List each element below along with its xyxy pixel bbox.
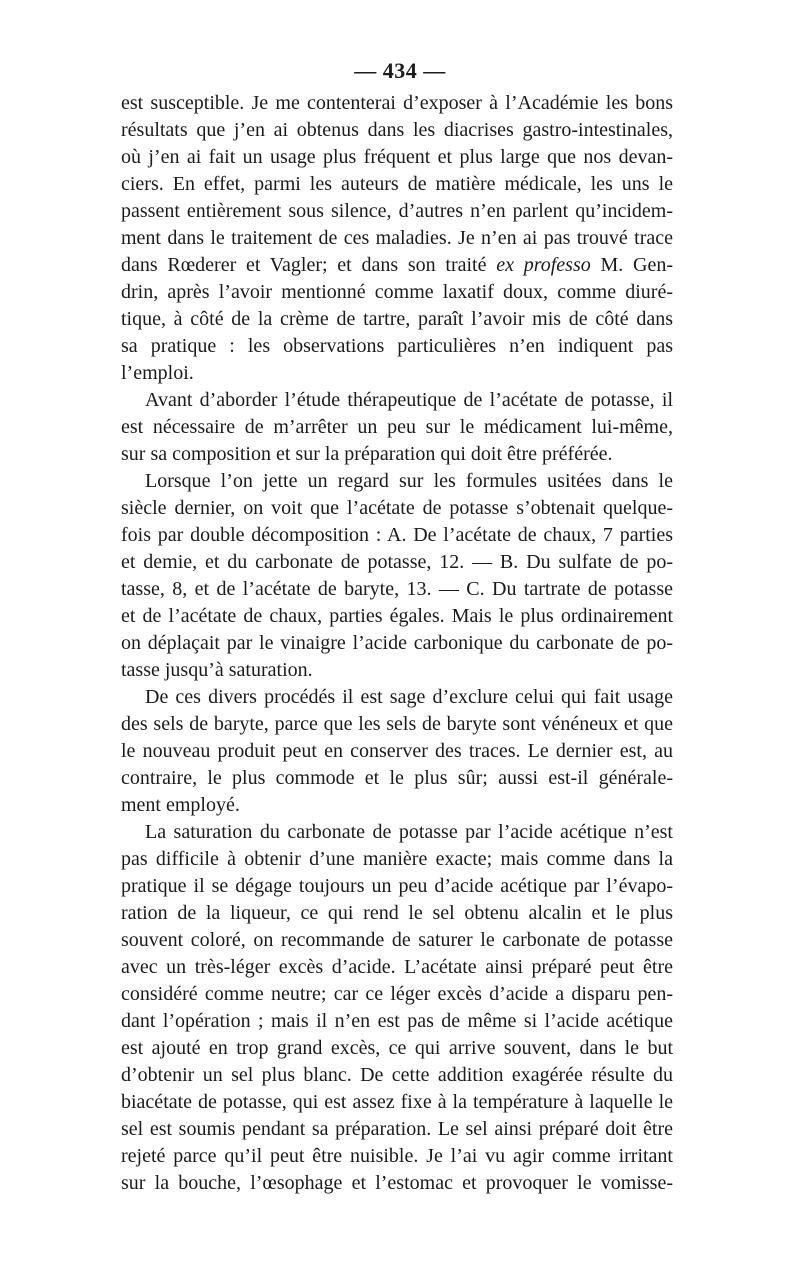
text-line: tasse jusqu’à saturation. xyxy=(121,659,313,681)
text-line: Avant d’aborder l’étude thérapeutique de l’acétate de potasse, il xyxy=(145,389,673,411)
text-line: sa pratique : les observations particulières n’en indiquent pas xyxy=(121,335,673,357)
text-line: est susceptible. Je me contenterai d’exposer à l’Académie les bons xyxy=(121,92,673,114)
text-line: ment dans le traitement de ces maladies. Je n’en ai pas trouvé trace xyxy=(121,227,673,249)
text-line: tique, à côté de la crème de tartre, paraît l’avoir mis de côté dans xyxy=(121,308,673,330)
text-line: fois par double décomposition : A. De l’acétate de chaux, 7 parties xyxy=(121,524,673,546)
text-line: souvent coloré, on recommande de saturer le carbonate de potasse xyxy=(121,929,673,951)
text-line: et de l’acétate de chaux, parties égales. Mais le plus ordinairement xyxy=(121,605,673,627)
text-line: des sels de baryte, parce que les sels de baryte sont vénéneux et que xyxy=(121,713,673,735)
italic-phrase: ex professo xyxy=(496,254,591,276)
text-line: De ces divers procédés il est sage d’exclure celui qui fait usage xyxy=(145,686,673,708)
text-line: sur sa composition et sur la préparation qui doit être préférée. xyxy=(121,443,613,465)
text-line: sur la bouche, l’œsophage et l’estomac et provoquer le vomisse- xyxy=(121,1172,673,1194)
text-line: La saturation du carbonate de potasse par l’acide acétique n’est xyxy=(145,821,673,843)
text-line: Lorsque l’on jette un regard sur les formules usitées dans le xyxy=(145,470,673,492)
page-number: — 434 — xyxy=(354,58,446,83)
text-line: ment employé. xyxy=(121,794,240,816)
text-line: biacétate de potasse, qui est assez fixe à la température à laquelle le xyxy=(121,1091,673,1113)
text-line: rejeté parce qu’il peut être nuisible. Je l’ai vu agir comme irritant xyxy=(121,1145,673,1167)
text-line: drin, après l’avoir mentionné comme laxatif doux, comme diuré- xyxy=(121,281,673,303)
text-line: est nécessaire de m’arrêter un peu sur le médicament lui-même, xyxy=(121,416,673,438)
text-line: ration de la liqueur, ce qui rend le sel obtenu alcalin et le plus xyxy=(121,902,673,924)
text-line: pas difficile à obtenir d’une manière exacte; mais comme dans la xyxy=(121,848,673,870)
text-line: ciers. En effet, parmi les auteurs de matière médicale, les uns le xyxy=(121,173,673,195)
text-line: considéré comme neutre; car ce léger excès d’acide a disparu pen- xyxy=(121,983,673,1005)
text-line: contraire, le plus commode et le plus sûr; aussi est-il générale- xyxy=(121,767,673,789)
text-segment: dans Rœderer et Vagler; et dans son traité xyxy=(121,254,497,276)
text-line: est ajouté en trop grand excès, ce qui arrive souvent, dans le but xyxy=(121,1037,673,1059)
text-line: dant l’opération ; mais il n’en est pas de même si l’acide acétique xyxy=(121,1010,673,1032)
text-line: passent entièrement sous silence, d’autres n’en parlent qu’incidem- xyxy=(121,200,673,222)
text-line xyxy=(121,252,673,279)
text-line: le nouveau produit peut en conserver des traces. Le dernier est, au xyxy=(121,740,673,762)
text-line: avec un très-léger excès d’acide. L’acétate ainsi préparé peut être xyxy=(121,956,673,978)
text-line: pratique il se dégage toujours un peu d’acide acétique par l’évapo- xyxy=(121,875,673,897)
text-line: sel est soumis pendant sa préparation. Le sel ainsi préparé doit être xyxy=(121,1118,673,1140)
text-line: d’obtenir un sel plus blanc. De cette addition exagérée résulte du xyxy=(121,1064,673,1086)
text-line: résultats que j’en ai obtenus dans les diacrises gastro-intestinales, xyxy=(121,119,673,141)
text-line: où j’en ai fait un usage plus fréquent et plus large que nos devan- xyxy=(121,146,673,168)
body-text xyxy=(121,90,673,1197)
text-segment: M. Gen- xyxy=(590,254,673,276)
text-line: et demie, et du carbonate de potasse, 12. — B. Du sulfate de po- xyxy=(121,551,673,573)
text-line: l’emploi. xyxy=(121,362,194,384)
text-line: siècle dernier, on voit que l’acétate de potasse s’obtenait quelque- xyxy=(121,497,673,519)
text-line: on déplaçait par le vinaigre l’acide carbonique du carbonate de po- xyxy=(121,632,673,654)
text-line: tasse, 8, et de l’acétate de baryte, 13. — C. Du tartrate de potasse xyxy=(121,578,673,600)
